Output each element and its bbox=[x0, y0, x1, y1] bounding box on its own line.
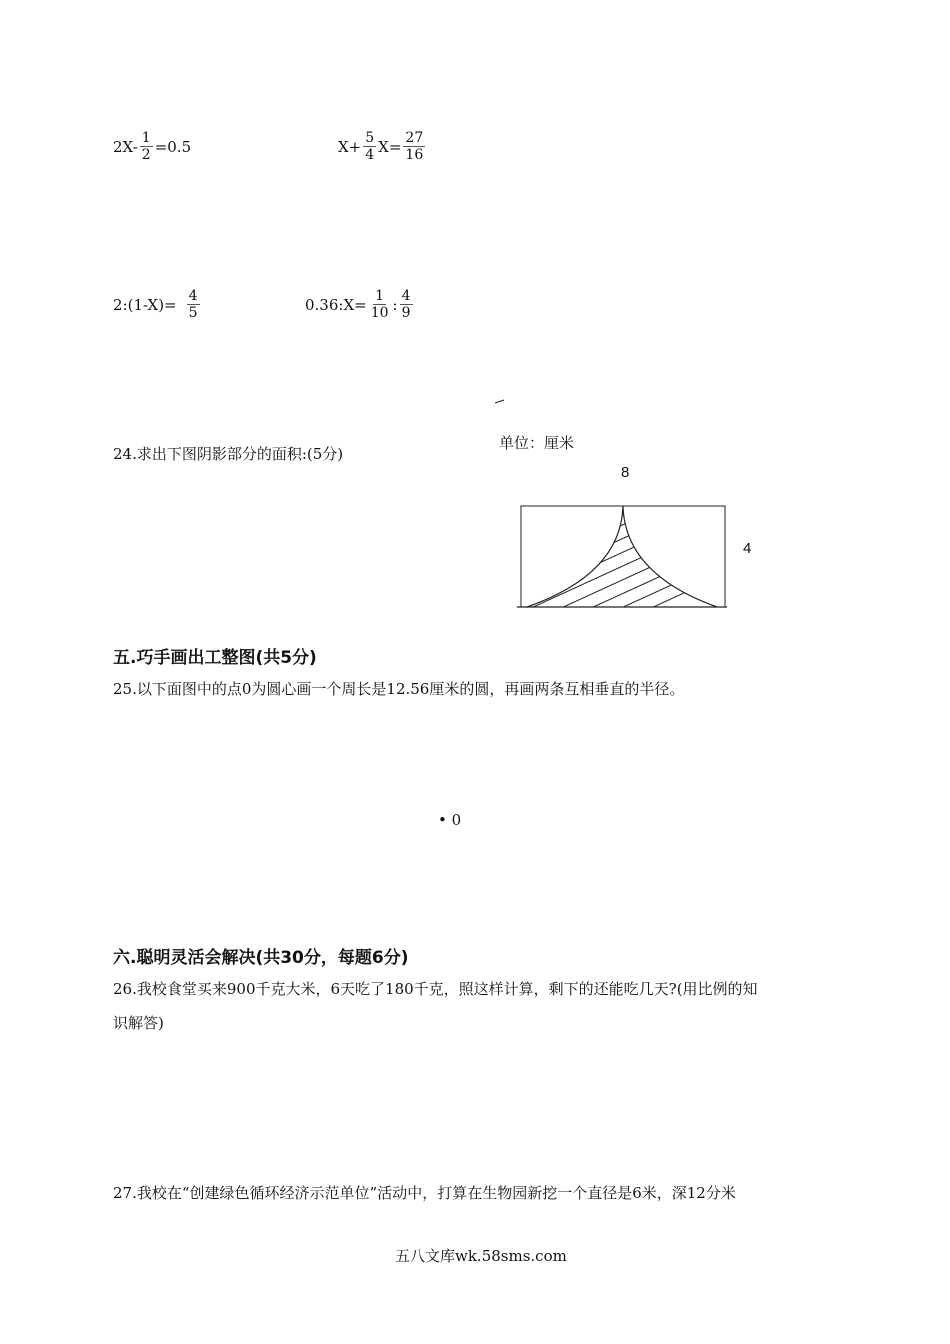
eq3-frac-num: 4 bbox=[188, 288, 198, 304]
q24-text: 24.求出下图阴影部分的面积:(5分) bbox=[113, 445, 344, 463]
eq1-prefix: 2X- bbox=[113, 137, 138, 156]
point-label: 0 bbox=[451, 811, 462, 829]
eq1-frac-den: 2 bbox=[141, 147, 151, 163]
eq1-frac-num: 1 bbox=[141, 130, 151, 146]
eq2-frac2-den: 16 bbox=[405, 147, 424, 163]
eq1-fraction bbox=[140, 130, 153, 163]
point-dot: • bbox=[438, 811, 447, 829]
equation-4 bbox=[305, 288, 415, 321]
eq4-frac1-den: 10 bbox=[370, 305, 389, 321]
eq3-fraction bbox=[187, 288, 200, 321]
stray-mark bbox=[494, 398, 506, 406]
footer-watermark: 五八文库wk.58sms.com bbox=[395, 1247, 567, 1265]
point-o bbox=[438, 811, 461, 829]
eq4-mid: : bbox=[392, 295, 398, 314]
equation-2 bbox=[338, 130, 427, 163]
eq4-frac1-num: 1 bbox=[375, 288, 385, 304]
q26-line-1: 26.我校食堂买来900千克大米，6天吃了180千克，照这样计算，剩下的还能吃几天?(用比例的知 bbox=[113, 980, 758, 998]
figure-rectangle bbox=[521, 506, 725, 607]
q24-width-label: 8 bbox=[621, 464, 630, 481]
eq2-fraction-1 bbox=[363, 130, 376, 163]
eq2-frac2-num: 27 bbox=[405, 130, 424, 146]
q24-height-label: 4 bbox=[743, 540, 752, 557]
eq2-fraction-2 bbox=[403, 130, 425, 163]
q27-text: 27.我校在“创建绿色循环经济示范单位”活动中，打算在生物园新挖一个直径是6米，深12分米 bbox=[113, 1184, 736, 1202]
section-5-heading: 五.巧手画出工整图(共5分) bbox=[113, 648, 317, 668]
q24-unit-label: 单位：厘米 bbox=[499, 434, 575, 452]
section-6-heading: 六.聪明灵活会解决(共30分，每题6分) bbox=[113, 948, 409, 968]
eq1-suffix: =0.5 bbox=[154, 137, 192, 156]
eq2-mid: X= bbox=[378, 137, 402, 156]
figure-hatching bbox=[515, 510, 730, 612]
eq4-fraction-1 bbox=[369, 288, 391, 321]
q25-text: 25.以下面图中的点0为圆心画一个周长是12.56厘米的圆，再画两条互相垂直的半径。 bbox=[113, 680, 685, 698]
q26-line-2: 识解答) bbox=[113, 1014, 164, 1032]
eq4-prefix: 0.36:X= bbox=[305, 295, 367, 314]
equation-3 bbox=[113, 288, 202, 321]
left-arc bbox=[527, 506, 623, 607]
eq2-frac1-num: 5 bbox=[365, 130, 375, 146]
eq4-frac2-num: 4 bbox=[401, 288, 411, 304]
eq4-fraction-2 bbox=[400, 288, 413, 321]
eq2-frac1-den: 4 bbox=[365, 147, 375, 163]
eq3-frac-den: 5 bbox=[188, 305, 198, 321]
equation-1 bbox=[113, 130, 191, 163]
eq3-prefix: 2:(1-X)= bbox=[113, 295, 177, 314]
shaded-area-figure bbox=[515, 500, 730, 612]
right-arc bbox=[623, 506, 717, 607]
eq4-frac2-den: 9 bbox=[401, 305, 411, 321]
eq2-prefix: X+ bbox=[338, 137, 362, 156]
